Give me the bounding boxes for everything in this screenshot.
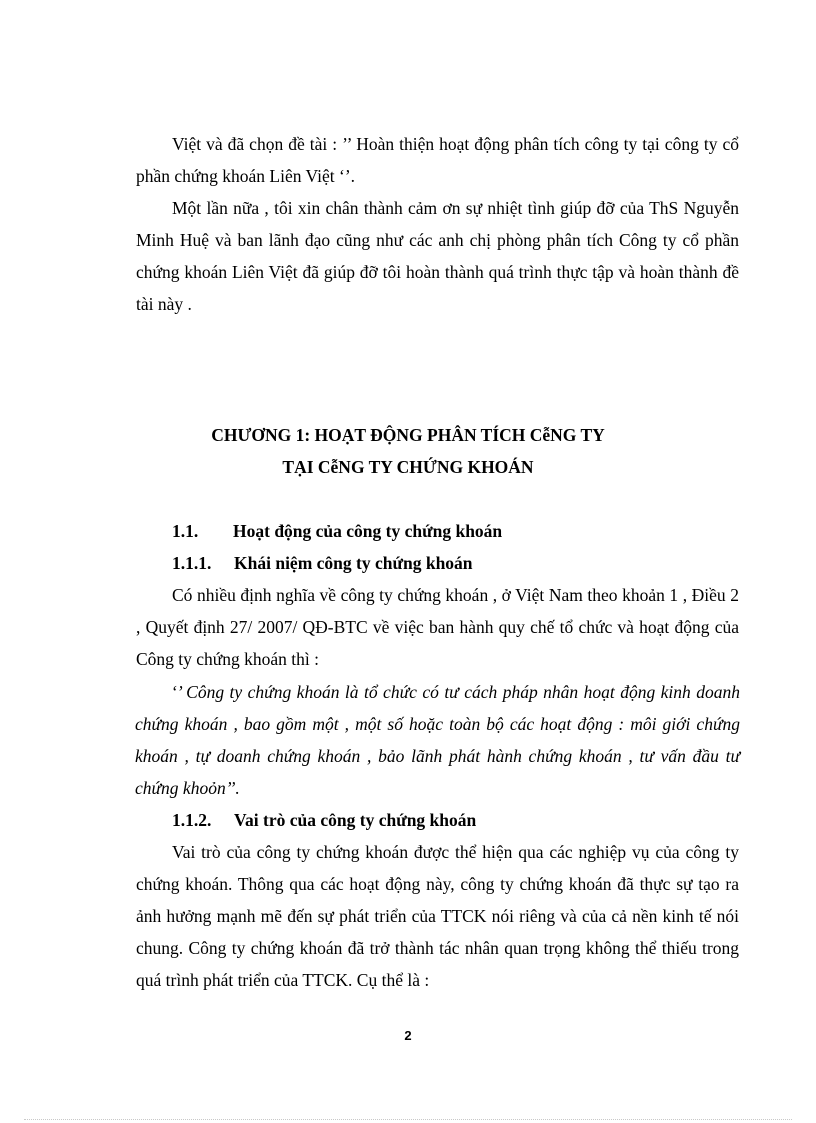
intro-paragraph-1: Việt và đã chọn đề tài : ’’ Hoàn thiện hoạt động phân tích công ty tại công ty cổ phần chứng khoán Liên Việt ‘’.: [136, 134, 739, 186]
section-title: Hoạt động của công ty chứng khoán: [233, 521, 503, 541]
section-number: 1.1.: [172, 521, 199, 541]
definition-paragraph: Có nhiều định nghĩa về công ty chứng khoán , ở Việt Nam theo khoản 1 , Điều 2 , Quyết định 27/ 2007/ QĐ-BTC về việc ban hành quy chế tổ chức và hoạt động của Công ty chứng khoán thì :: [136, 585, 739, 669]
intro-paragraph-2: Một lần nữa , tôi xin chân thành cảm ơn sự nhiệt tình giúp đỡ của ThS Nguyễn Minh Huệ và ban lãnh đạo cũng như các anh chị phòng phân tích Công ty cổ phần chứng khoán Liên Việt đã giúp đỡ tôi hoàn thành quá trình thực tập và hoàn thành đề tài này .: [136, 198, 739, 314]
section-number: 1.1.1.: [172, 553, 212, 573]
section-heading-1-1-1: [172, 547, 473, 579]
section-heading-1-1-2: [172, 804, 476, 836]
page-divider: [24, 1119, 792, 1120]
chapter-title-line-1: CHƯƠNG 1: HOẠT ĐỘNG PHÂN TÍCH CễNG TY: [211, 425, 605, 445]
page-number: 2: [404, 1028, 412, 1043]
role-paragraph: Vai trò của công ty chứng khoán được thể hiện qua các nghiệp vụ của công ty chứng khoán. Thông qua các hoạt động này, công ty chứng khoán đã thực sự tạo ra ảnh hưởng mạnh mẽ đến sự phát triển của TTCK nói riêng và của cả nền kinh tế nói chung. Công ty chứng khoán đã trở thành tác nhân quan trọng không thể thiếu trong quá trình phát triển của TTCK. Cụ thể là :: [136, 842, 739, 990]
section-title: Khái niệm công ty chứng khoán: [234, 553, 473, 573]
chapter-title-line-2: TẠI CễNG TY CHỨNG KHOÁN: [282, 457, 534, 477]
definition-quote: ‘’ Công ty chứng khoán là tổ chức có tư cách pháp nhân hoạt động kinh doanh chứng khoán , bao gồm một , một số hoặc toàn bộ các hoạt động : môi giới chứng khoán , tự doanh chứng khoán , bảo lãnh phát hành chứng khoán , tư vấn đầu tư chứng khoỏn’’.: [135, 682, 740, 798]
section-heading-1-1: [172, 515, 502, 547]
section-title: Vai trò của công ty chứng khoán: [234, 810, 477, 830]
section-number: 1.1.2.: [172, 810, 212, 830]
